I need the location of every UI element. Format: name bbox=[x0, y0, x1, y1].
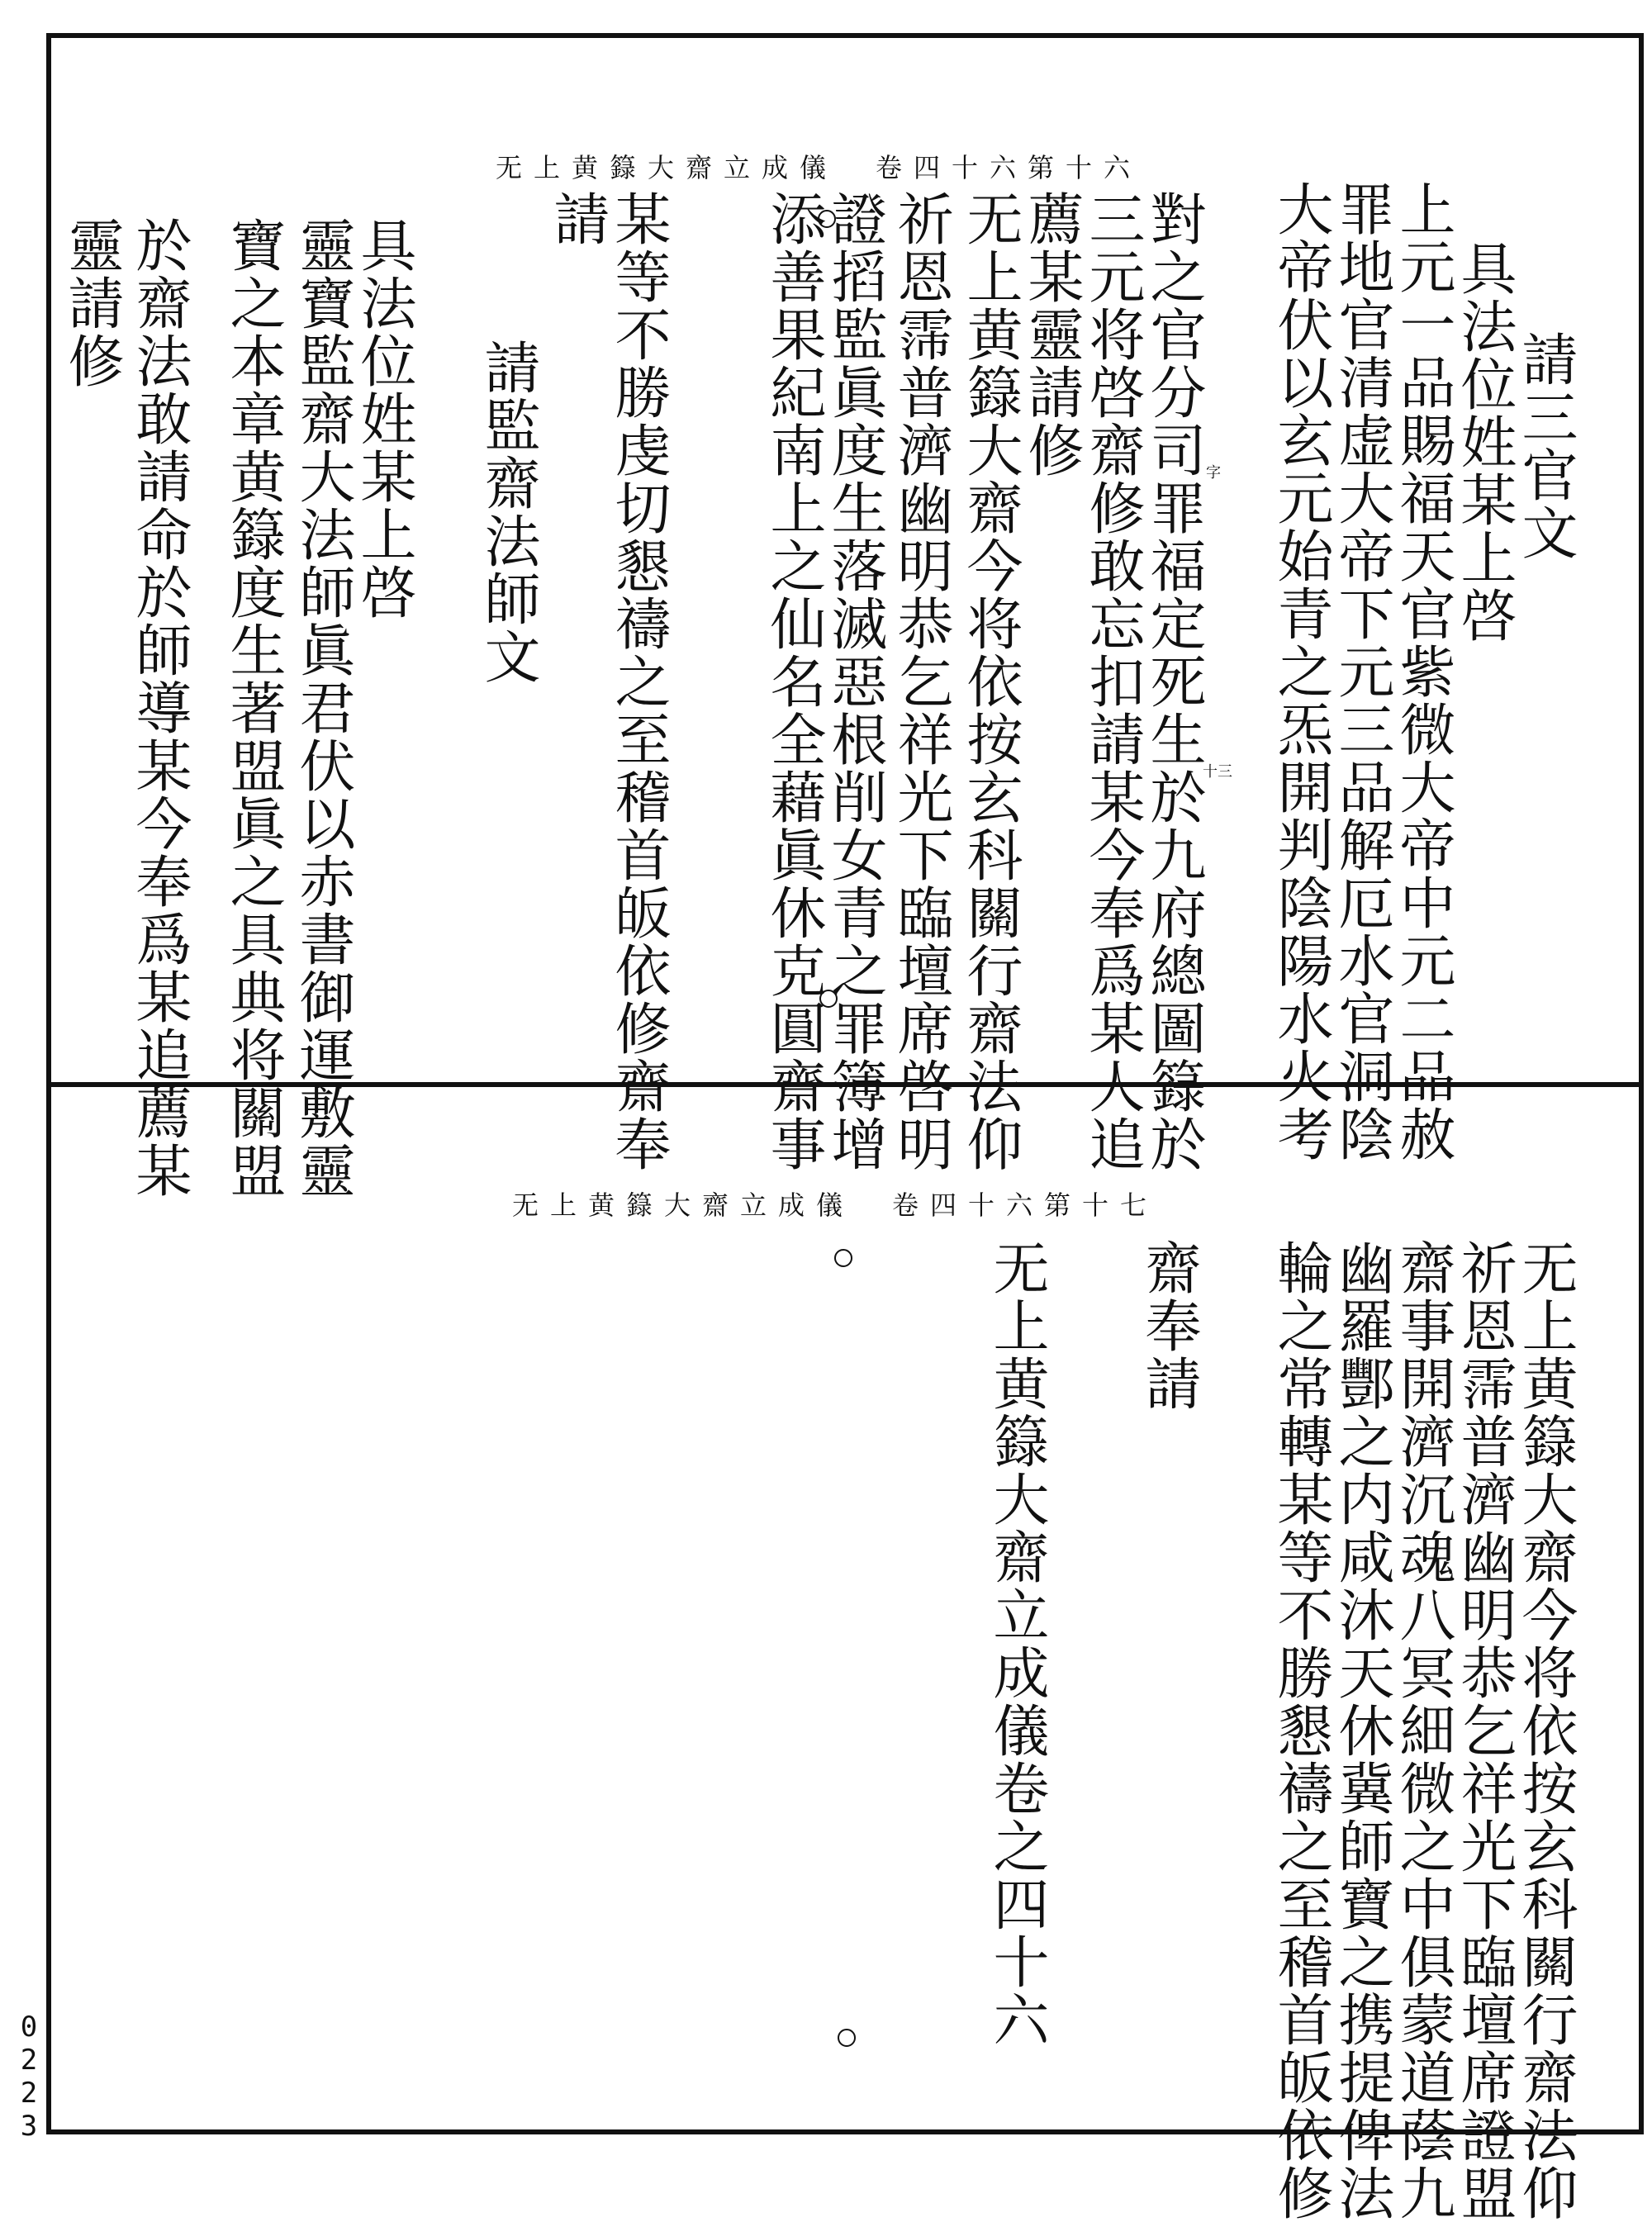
text-column: 祈恩霈普濟幽明恭乞祥光下臨壇席證盟 bbox=[1451, 1239, 1517, 2222]
text-column: 三元将啓齋修敢忘扣請某今奉爲某人追 bbox=[1080, 190, 1145, 1173]
circle-mark bbox=[818, 210, 836, 228]
text-column: 對之官分司罪福定死生於九府總圖籙於 bbox=[1141, 190, 1206, 1173]
margin-note: 字 bbox=[1206, 464, 1221, 482]
text-column: 无上黄籙大齋今将依按玄科關行齋法仰 bbox=[1512, 1239, 1578, 2222]
text-column: 請監齋法師文 bbox=[475, 339, 540, 686]
text-column: 大帝伏以玄元始青之炁開判陰陽水火考 bbox=[1268, 180, 1333, 1163]
bottom-page-header: 无上黄籙大齋立成儀 卷四十六第十七 bbox=[512, 1189, 1159, 1221]
text-column: 某等不勝虔切懇禱之至稽首皈依修齋奉 bbox=[605, 190, 671, 1173]
top-page-header: 无上黄籙大齋立成儀 卷四十六第十六 bbox=[496, 152, 1142, 183]
text-column: 齋奉請 bbox=[1136, 1239, 1201, 1412]
text-column: 上元一品賜福天官紫微大帝中元二品赦 bbox=[1390, 180, 1455, 1163]
circle-mark bbox=[834, 1249, 852, 1267]
text-column: 罪地官清虚大帝下元三品解厄水官洞陰 bbox=[1329, 180, 1394, 1163]
text-column: 幽羅酆之内咸沐天休冀師寶之携提俾法 bbox=[1329, 1239, 1394, 2222]
circle-mark bbox=[838, 2029, 856, 2047]
margin-note: 十三 bbox=[1203, 763, 1232, 781]
text-column: 添善果紀南上之仙名全藉眞休克圓齋事 bbox=[761, 190, 826, 1173]
text-column: 无上黄籙大齋今将依按玄科關行齋法仰 bbox=[957, 190, 1023, 1173]
text-column: 於齋法敢請命於師導某今奉爲某追薦某 bbox=[126, 216, 192, 1199]
text-column: 祈恩霈普濟幽明恭乞祥光下臨壇席啓明 bbox=[888, 190, 953, 1173]
text-column: 薦某靈請修 bbox=[1018, 190, 1084, 479]
text-column: 具法位姓某上啓 bbox=[351, 216, 416, 621]
page-number: 0223 bbox=[12, 2011, 45, 2143]
text-column: 輪之常轉某等不勝懇禱之至稽首皈依修 bbox=[1268, 1239, 1333, 2222]
text-column: 證搯監眞度生落滅惡根削女青之罪簿增 bbox=[822, 190, 887, 1173]
text-column: 寶之本章黄籙度生著盟眞之具典将關盟 bbox=[221, 216, 286, 1199]
text-column: 齋事開濟沉魂八冥細微之中俱蒙道蔭九 bbox=[1390, 1239, 1455, 2222]
text-column: 靈請修 bbox=[59, 216, 124, 390]
text-column: 請三官文 bbox=[1512, 330, 1578, 562]
text-column: 具法位姓某上啓 bbox=[1451, 240, 1517, 644]
text-column: 无上黄籙大齋立成儀卷之四十六 bbox=[984, 1239, 1049, 2049]
text-column: 靈寶監齋大法師眞君伏以赤書御運敷靈 bbox=[290, 216, 355, 1199]
circle-mark bbox=[819, 990, 838, 1008]
text-column: 請 bbox=[544, 190, 610, 248]
